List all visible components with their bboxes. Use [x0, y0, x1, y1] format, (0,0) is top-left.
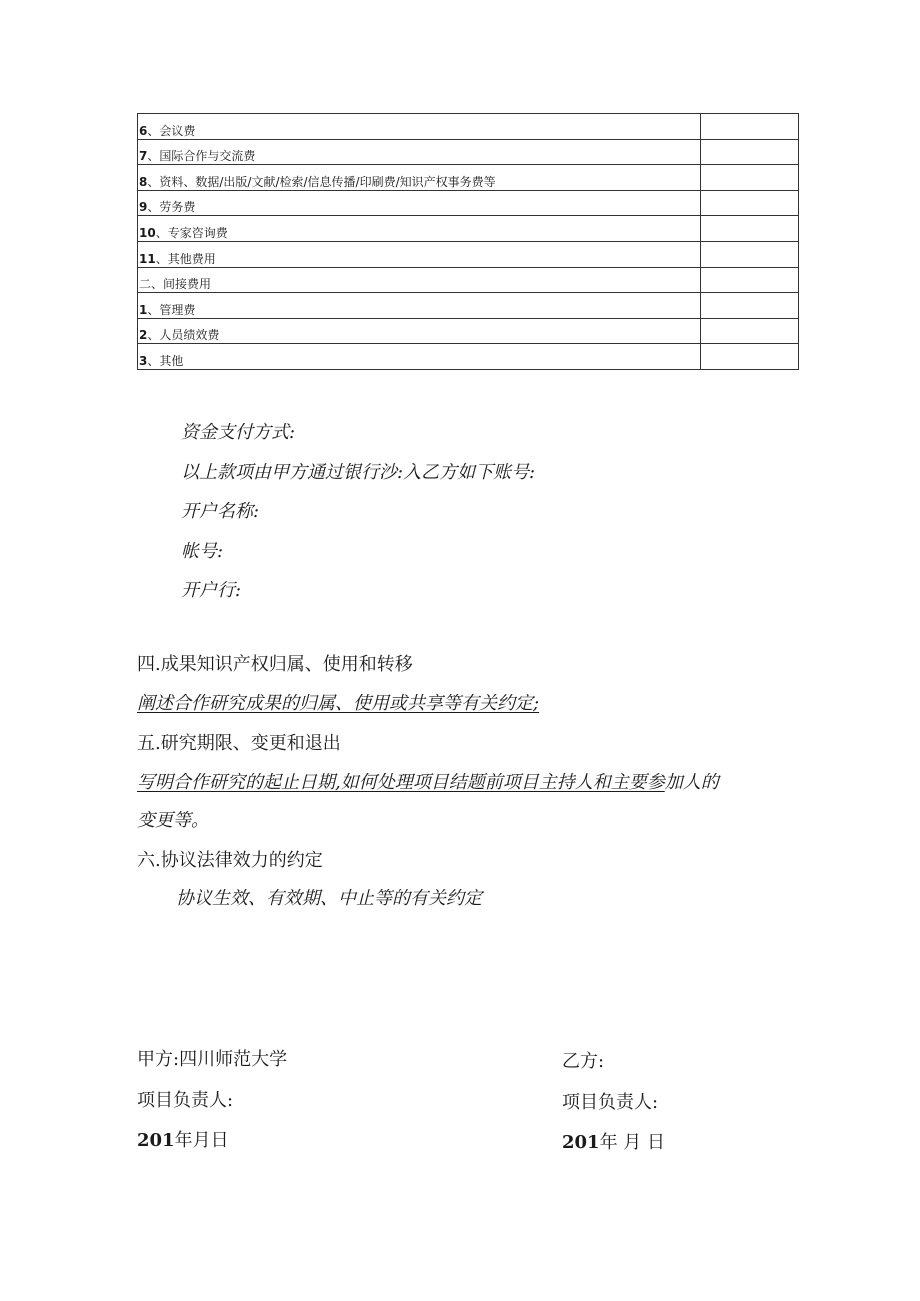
item-label: 、人员绩效费 — [147, 328, 220, 343]
budget-item-cell — [138, 190, 701, 216]
section-6-heading: 六.协议法律效力的约定 — [137, 850, 323, 871]
budget-item-cell — [138, 318, 701, 344]
section-5-heading: 五.研究期限、变更和退出 — [137, 733, 341, 754]
item-label: 、专家咨询费 — [155, 225, 228, 240]
budget-item-cell — [138, 165, 701, 191]
amount-cell — [701, 114, 799, 140]
amount-cell — [701, 318, 799, 344]
item-number: 6 — [139, 123, 148, 138]
item-label: 二、间接费用 — [139, 277, 212, 292]
table-row — [138, 267, 799, 293]
table-row — [138, 139, 799, 165]
table-row — [138, 344, 799, 370]
budget-item-cell — [138, 114, 701, 140]
item-number: 3 — [139, 353, 148, 368]
item-label: 、会议费 — [147, 123, 196, 138]
amount-cell — [701, 190, 799, 216]
amount-cell — [701, 241, 799, 267]
item-label: 、管理费 — [147, 302, 196, 317]
table-row — [138, 190, 799, 216]
party-b-date-rest: 年 月 日 — [599, 1132, 666, 1153]
item-number: 9 — [139, 200, 148, 215]
item-label: 、国际合作与交流费 — [147, 149, 256, 164]
party-a-label: 甲方:四川师范大学 — [137, 1049, 288, 1070]
budget-table — [137, 113, 799, 370]
account-name-label: 开户名称: — [181, 501, 260, 522]
item-label: 、劳务费 — [147, 200, 196, 215]
table-row — [138, 241, 799, 267]
section-4-heading: 四.成果知识产权归属、使用和转移 — [137, 654, 413, 675]
amount-cell — [701, 344, 799, 370]
bank-label: 开户行: — [181, 580, 242, 601]
payment-transfer-line: 以上款项由甲方通过银行沙:入乙方如下账号: — [181, 462, 536, 483]
party-a-date-rest: 年月日 — [174, 1130, 229, 1151]
table-row — [138, 114, 799, 140]
table-row — [138, 216, 799, 242]
amount-cell — [701, 216, 799, 242]
table-row — [138, 293, 799, 319]
section-5-body-line1 — [137, 768, 719, 794]
party-b-leader-label: 项目负责人: — [562, 1092, 659, 1113]
budget-item-cell — [138, 267, 701, 293]
party-b-date — [562, 1128, 665, 1154]
section-4-body: 阐述合作研究成果的归属、使用或共享等有关约定; — [137, 693, 540, 714]
payment-method-title: 资金支付方式: — [181, 422, 296, 443]
party-a-leader-label: 项目负责人: — [137, 1090, 234, 1111]
item-number: 7 — [139, 149, 148, 164]
item-label: 、资料、数据/出版/文献/检索/信息传播/印刷费/知识产权事务费等 — [147, 174, 496, 189]
budget-item-cell — [138, 216, 701, 242]
party-b-label: 乙方: — [562, 1051, 605, 1072]
budget-item-cell — [138, 293, 701, 319]
item-number: 10 — [139, 225, 156, 240]
item-number: 11 — [139, 251, 156, 266]
table-row — [138, 318, 799, 344]
section-6-body: 协议生效、有效期、中止等的有关约定 — [176, 888, 482, 909]
party-b-year: 201 — [562, 1132, 600, 1153]
section-5-body-underlined: 写明合作研究的起止日期,如何处理项目结题前项目主持人和主要参 — [137, 772, 665, 793]
amount-cell — [701, 139, 799, 165]
amount-cell — [701, 293, 799, 319]
budget-item-cell — [138, 139, 701, 165]
item-label: 、其他费用 — [155, 251, 216, 266]
account-number-label: 帐号: — [181, 541, 224, 562]
section-5-body-line2: 变更等。 — [137, 810, 209, 831]
budget-item-cell — [138, 344, 701, 370]
party-a-year: 201 — [137, 1130, 175, 1151]
item-label: 、其他 — [147, 353, 184, 368]
amount-cell — [701, 267, 799, 293]
item-number: 2 — [139, 328, 148, 343]
section-5-body-tail: 加人的 — [664, 772, 719, 793]
amount-cell — [701, 165, 799, 191]
budget-item-cell — [138, 241, 701, 267]
party-a-date — [137, 1126, 229, 1152]
item-number: 1 — [139, 302, 148, 317]
table-row — [138, 165, 799, 191]
item-number: 8 — [139, 174, 148, 189]
